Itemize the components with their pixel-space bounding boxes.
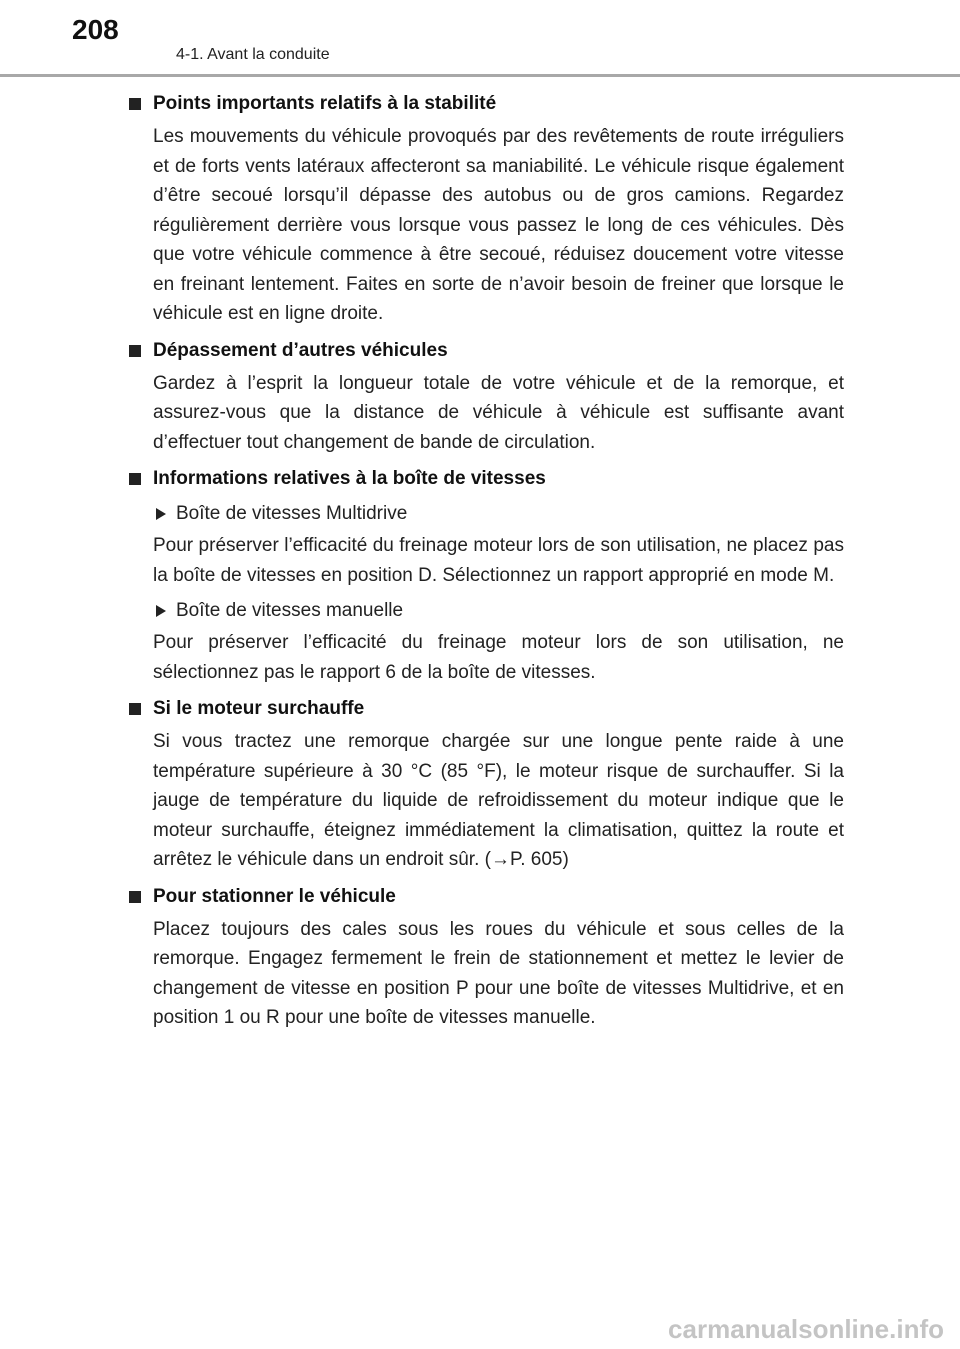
square-bullet-icon	[129, 891, 141, 903]
subsection-paragraph: Pour préserver l’efficacité du freinage moteur lors de son utilisation, ne sélectionnez pas le rapport 6 de la boîte de vitesses.	[153, 632, 844, 683]
section-paragraph: Gardez à l’esprit la longueur totale de votre véhicule et de la remorque, et assurez-vous que la distance de véhicule à véhicule est suffisante avant d’effectuer tout changement de bande de circulation.	[153, 372, 844, 453]
section-heading	[128, 693, 844, 725]
subsection-manual	[128, 596, 844, 626]
page-number: 208	[72, 14, 119, 45]
section-heading-text: Points importants relatifs à la stabilité	[153, 93, 497, 114]
page-content	[128, 88, 844, 1039]
section-stability	[128, 88, 844, 329]
page-header	[0, 0, 960, 76]
subsection-multidrive	[128, 499, 844, 529]
triangle-bullet-icon	[156, 508, 166, 520]
section-heading	[128, 335, 844, 367]
section-parking	[128, 881, 844, 1033]
section-heading	[128, 881, 844, 913]
header-divider	[0, 74, 960, 77]
section-transmission	[128, 463, 844, 687]
section-heading-text: Dépassement d’autres véhicules	[153, 339, 448, 361]
subsection-paragraph: Pour préserver l’efficacité du freinage moteur lors de son utilisation, ne placez pas la boîte de vitesses en position D. Sélectionnez un rapport approprié en mode M.	[153, 535, 844, 586]
section-heading-text: Informations relatives à la boîte de vitesses	[153, 468, 546, 489]
section-heading-text: Si le moteur surchauffe	[153, 698, 365, 719]
section-paragraph: Placez toujours des cales sous les roues du véhicule et sous celles de la remorque. Engagez fermement le frein de stationnement et mettez le levier de changement de vitesse en position P pour une boîte de vitesses Multidrive, et en position 1 ou R pour une boîte de vitesses manuelle.	[153, 918, 844, 1028]
watermark-text: carmanualsonline.info	[668, 1314, 944, 1344]
section-title: 4-1. Avant la conduite	[176, 46, 330, 63]
square-bullet-icon	[129, 345, 141, 357]
section-heading-text: Pour stationner le véhicule	[153, 885, 396, 907]
section-heading	[128, 88, 844, 120]
section-overheating	[128, 693, 844, 875]
subsection-label: Boîte de vitesses Multidrive	[176, 503, 408, 524]
section-paragraph: Les mouvements du véhicule provoqués par des revêtements de route irréguliers et de forts vents latéraux affecteront sa maniabilité. Le véhicule risque également d’être secoué lorsqu’il dépasse des autobus ou de gros camions. Regardez régulièrement derrière vous lorsque vous passez le long de ces véhicules. Dès que votre véhicule commence à être secoué, réduisez doucement votre vitesse en freinant lentement. Faites en sorte de n’avoir besoin de freiner que lorsque le véhicule est en ligne droite.	[153, 126, 844, 324]
section-overtaking	[128, 335, 844, 458]
section-heading	[128, 463, 844, 495]
square-bullet-icon	[129, 98, 141, 110]
subsection-label: Boîte de vitesses manuelle	[176, 600, 404, 621]
square-bullet-icon	[129, 473, 141, 485]
square-bullet-icon	[129, 703, 141, 715]
section-paragraph: Si vous tractez une remorque chargée sur une longue pente raide à une température supérieure à 30 °C (85 °F), le moteur risque de surchauffer. Si la jauge de température du liquide de refroidissement du moteur indique que le moteur surchauffe, éteignez immédiatement la climatisation, quittez la route et arrêtez le véhicule dans un endroit sûr. (→P. 605)	[153, 731, 844, 870]
triangle-bullet-icon	[156, 605, 166, 617]
